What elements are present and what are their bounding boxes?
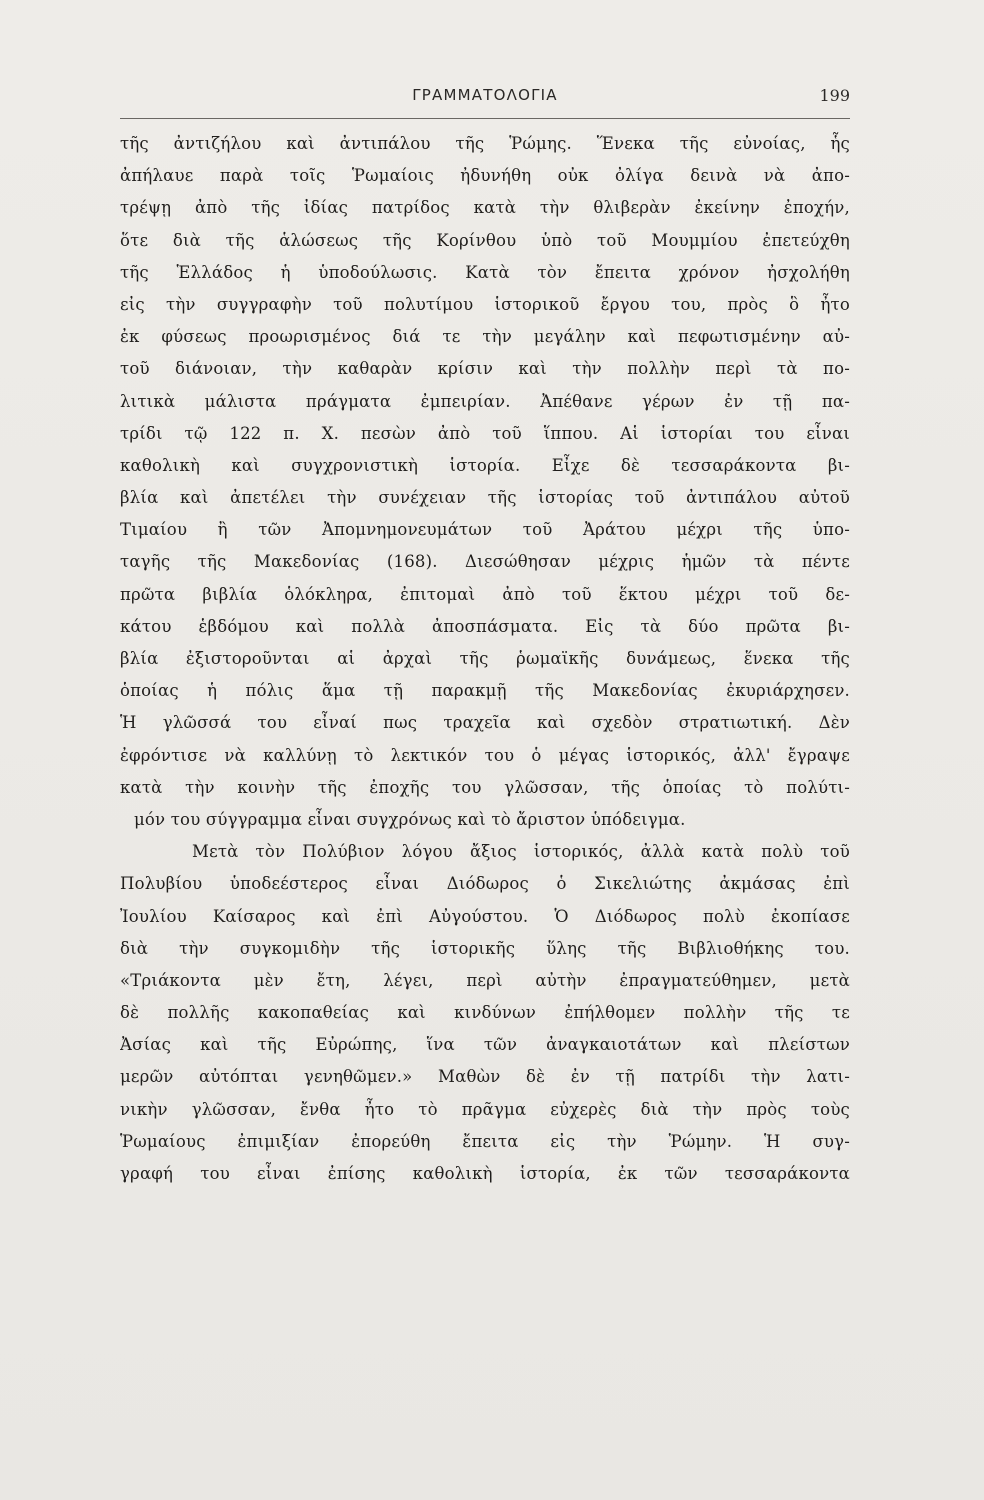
text-line: καθολικὴ καὶ συγχρονιστικὴ ἱστορία. Εἶχε δὲ τεσσαράκοντα βι- <box>120 455 850 475</box>
header-rule <box>120 118 850 119</box>
text-line: κατὰ τὴν κοινὴν τῆς ἐποχῆς του γλῶσσαν, τῆς ὁποίας τὸ πολύτι- <box>120 777 850 797</box>
text-line: βλία ἐξιστοροῦνται αἱ ἀρχαὶ τῆς ῥωμαϊκῆς δυνάμεως, ἕνεκα τῆς <box>120 649 850 668</box>
text-line: ὅτε διὰ τῆς ἁλώσεως τῆς Κορίνθου ὑπὸ τοῦ Μουμμίου ἐπετεύχθη <box>120 230 850 250</box>
text-line: ὁποίας ἡ πόλις ἅμα τῇ παρακμῇ τῆς Μακεδονίας ἐκυριάρχησεν. <box>120 681 850 701</box>
page-number: 199 <box>819 86 850 105</box>
text-line: Ῥωμαίους ἐπιμιξίαν ἐπορεύθη ἔπειτα εἰς τὴν Ῥώμην. Ἡ συγ- <box>120 1131 850 1151</box>
text-line: «Τριάκοντα μὲν ἔτη, λέγει, περὶ αὐτὴν ἐπραγματεύθημεν, μετὰ <box>120 970 850 990</box>
text-line: δὲ πολλῆς κακοπαθείας καὶ κινδύνων ἐπήλθομεν πολλὴν τῆς τε <box>120 1003 850 1023</box>
text-line: μόν του σύγγραμμα εἶναι συγχρόνως καὶ τὸ ἄριστον ὑπόδειγμα. <box>134 809 686 829</box>
text-line: τῆς Ἑλλάδος ἡ ὑποδούλωσις. Κατὰ τὸν ἔπειτα χρόνον ἠσχολήθη <box>120 262 850 282</box>
text-line: Ἀσίας καὶ τῆς Εὐρώπης, ἵνα τῶν ἀναγκαιοτάτων καὶ πλείστων <box>120 1035 850 1055</box>
text-line: Ἰουλίου Καίσαρος καὶ ἐπὶ Αὐγούστου. Ὁ Διόδωρος πολὺ ἐκοπίασε <box>120 906 850 926</box>
text-line: εἰς τὴν συγγραφὴν τοῦ πολυτίμου ἱστορικοῦ ἔργου του, πρὸς ὃ ἦτο <box>120 294 850 314</box>
text-line: ταγῆς τῆς Μακεδονίας (168). Διεσώθησαν μέχρις ἡμῶν τὰ πέντε <box>120 552 850 572</box>
running-head: ΓΡΑΜΜΑΤΟΛΟΓΙΑ <box>412 86 558 104</box>
text-line: τρίδι τῷ 122 π. Χ. πεσὼν ἀπὸ τοῦ ἵππου. Αἱ ἱστορίαι του εἶναι <box>120 423 850 443</box>
text-line: ἀπήλαυε παρὰ τοῖς Ῥωμαίοις ἠδυνήθη οὐκ ὀλίγα δεινὰ νὰ ἀπο- <box>120 166 850 186</box>
text-line: τρέψῃ ἀπὸ τῆς ἰδίας πατρίδος κατὰ τὴν θλιβερὰν ἐκείνην ἐποχήν, <box>120 198 850 218</box>
text-line: βλία καὶ ἀπετέλει τὴν συνέχειαν τῆς ἱστορίας τοῦ ἀντιπάλου αὐτοῦ <box>120 488 850 508</box>
body-text <box>120 128 850 1190</box>
text-line: γραφή του εἶναι ἐπίσης καθολικὴ ἱστορία, ἐκ τῶν τεσσαράκοντα <box>120 1164 850 1183</box>
page-header <box>120 86 850 116</box>
paragraph-start-line: Μετὰ τὸν Πολύβιον λόγου ἄξιος ἱστορικός, ἀλλὰ κατὰ πολὺ τοῦ <box>192 842 850 862</box>
text-line: Ἡ γλῶσσά του εἶναί πως τραχεῖα καὶ σχεδὸν στρατιωτική. Δὲν <box>120 713 850 733</box>
text-line: κάτου ἑβδόμου καὶ πολλὰ ἀποσπάσματα. Εἰς τὰ δύο πρῶτα βι- <box>120 616 850 636</box>
text-line: τοῦ διάνοιαν, τὴν καθαρὰν κρίσιν καὶ τὴν πολλὴν περὶ τὰ πο- <box>120 359 850 379</box>
text-line: ἐφρόντισε νὰ καλλύνῃ τὸ λεκτικόν του ὁ μέγας ἱστορικός, ἀλλ' ἔγραψε <box>120 745 850 765</box>
text-line: τῆς ἀντιζήλου καὶ ἀντιπάλου τῆς Ῥώμης. Ἕνεκα τῆς εὐνοίας, ἧς <box>120 134 850 153</box>
text-line: νικὴν γλῶσσαν, ἔνθα ἦτο τὸ πρᾶγμα εὐχερὲς διὰ τὴν πρὸς τοὺς <box>120 1099 850 1119</box>
text-line: Πολυβίου ὑποδεέστερος εἶναι Διόδωρος ὁ Σικελιώτης ἀκμάσας ἐπὶ <box>120 874 850 894</box>
text-line: λιτικὰ μάλιστα πράγματα ἐμπειρίαν. Ἀπέθανε γέρων ἐν τῇ πα- <box>120 391 850 411</box>
text-line: ἐκ φύσεως προωρισμένος διά τε τὴν μεγάλην καὶ πεφωτισμένην αὐ- <box>120 327 850 347</box>
text-line: μερῶν αὐτόπται γενηθῶμεν.» Μαθὼν δὲ ἐν τῇ πατρίδι τὴν λατι- <box>120 1067 850 1087</box>
text-line: Τιμαίου ἢ τῶν Ἀπομνημονευμάτων τοῦ Ἀράτου μέχρι τῆς ὑπο- <box>120 520 850 540</box>
text-line: πρῶτα βιβλία ὁλόκληρα, ἐπιτομαὶ ἀπὸ τοῦ ἕκτου μέχρι τοῦ δε- <box>120 584 850 604</box>
text-line: διὰ τὴν συγκομιδὴν τῆς ἱστορικῆς ὕλης τῆς Βιβλιοθήκης του. <box>120 938 850 958</box>
